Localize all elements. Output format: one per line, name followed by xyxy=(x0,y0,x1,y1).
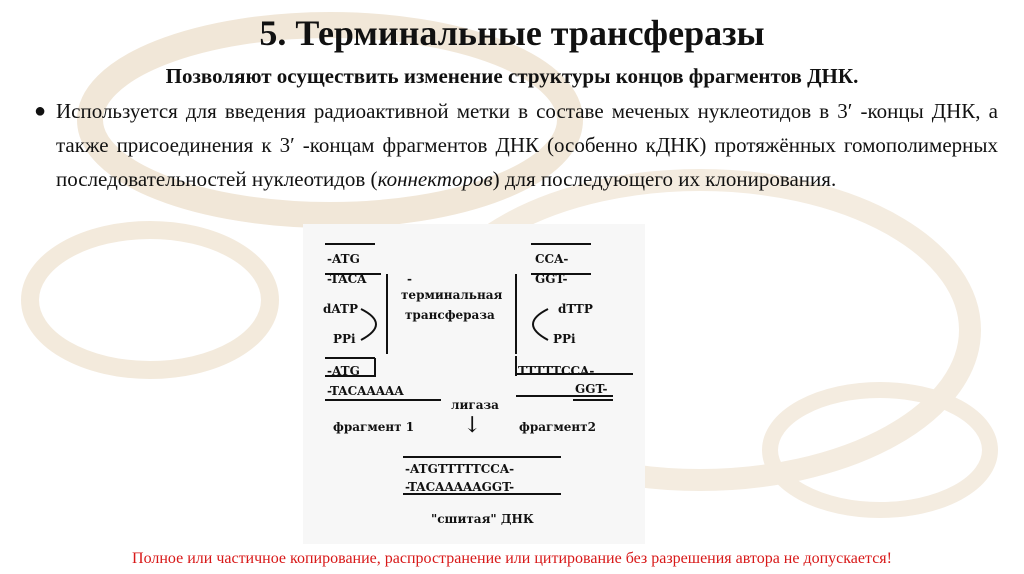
dna-ligation-diagram xyxy=(303,224,645,544)
fragment1-label: фрагмент 1 xyxy=(333,420,415,434)
down-arrow-icon: ↓ xyxy=(463,413,482,438)
ligase-label: лигаза xyxy=(451,398,499,412)
fragment1-strand-1: -ATG xyxy=(327,364,360,378)
left-top-strand-1: -ATG xyxy=(327,252,360,266)
right-top-strand-1: CCA- xyxy=(535,252,569,266)
product-strand-2: -TACAAAAAGGT- xyxy=(405,480,515,494)
ppi-left-label: PPi xyxy=(333,332,356,346)
ppi-right-label: PPi xyxy=(553,332,576,346)
enzyme-label-line2: трансфераза xyxy=(405,308,495,322)
slide-title: 5. Терминальные трансферазы xyxy=(259,13,765,53)
bullet-paragraph xyxy=(28,94,998,196)
enzyme-label-line1: терминальная xyxy=(401,288,503,302)
bullet-text xyxy=(56,94,998,196)
bullet-text-italic: коннекторов xyxy=(377,167,493,191)
datp-label: dATP xyxy=(323,302,358,316)
bullet-text-before: Используется для введения радиоактивной метки в составе меченых нуклеотидов в 3′ -концы ДНК, а также присоединения к 3′ -концам фрагментов ДНК (особенно кДНК) протяжённых гомополимерных последовательностей нуклеотидов ( xyxy=(56,99,998,191)
right-top-strand-2: GGT- xyxy=(535,272,568,286)
product-label: "сшитая" ДНК xyxy=(431,512,534,526)
fragment2-label: фрагмент2 xyxy=(519,420,596,434)
dttp-label: dTTP xyxy=(558,302,593,316)
fragment2-strand-2: GGT- xyxy=(575,382,608,396)
enzyme-dash: - xyxy=(407,272,412,286)
bullet-icon: ● xyxy=(33,100,47,122)
slide-subtitle: Позволяют осуществить изменение структуры концов фрагментов ДНК. xyxy=(165,64,859,88)
copyright-notice: Полное или частичное копирование, распространение или цитирование без разрешения автора не допускается! xyxy=(132,550,892,567)
bullet-text-after: ) для последующего их клонирования. xyxy=(492,167,837,191)
fragment1-strand-2: -TACAAAAA xyxy=(327,384,404,398)
product-strand-1: -ATGTTTTTCCA- xyxy=(405,462,515,476)
left-top-strand-2: -TACA xyxy=(327,272,367,286)
fragment2-strand-1: TTTTTCCA- xyxy=(518,364,595,378)
